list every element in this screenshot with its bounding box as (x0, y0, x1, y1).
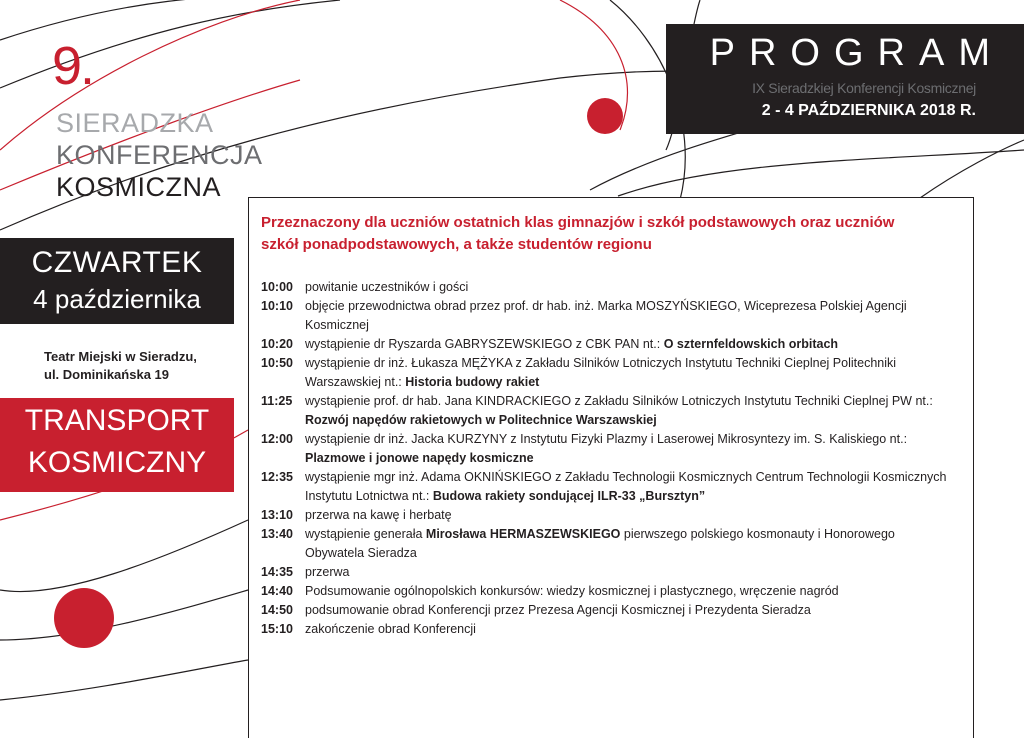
logo-line-2: KONFERENCJA (56, 140, 263, 170)
schedule-description (305, 449, 961, 468)
schedule-row (261, 620, 961, 639)
venue-line-2: ul. Dominikańska 19 (44, 367, 169, 382)
audience-note-line-1: Przeznaczony dla uczniów ostatnich klas gimnazjów i szkół podstawowych oraz uczniów (261, 214, 895, 231)
schedule-time (261, 487, 305, 506)
schedule-description: wystąpienie dr inż. Jacka KURZYNY z Instytutu Fizyki Plazmy i Laserowej Mikrosyntezy im. S. Kaliskiego nt.: (305, 432, 908, 446)
schedule-row (261, 506, 961, 525)
program-subtitle: IX Sieradzkiej Konferencji Kosmicznej (752, 80, 976, 96)
schedule-time: 12:00 (261, 432, 293, 446)
schedule-row (261, 297, 961, 335)
logo-line-3: KOSMICZNA (56, 172, 222, 202)
schedule-talk-title: Historia budowy rakiet (405, 375, 540, 389)
schedule-time: 10:20 (261, 337, 293, 351)
schedule-description: wystąpienie prof. dr hab. Jana KINDRACKIEGO z Zakładu Silników Lotniczych Instytutu Techniki Cieplnej PW nt.: (305, 394, 933, 408)
topic-line-2: KOSMICZNY (27, 446, 207, 479)
conference-logo (52, 36, 263, 206)
schedule-row (261, 468, 961, 487)
schedule-list (261, 278, 961, 639)
red-planet-bottom (54, 588, 114, 648)
schedule-row (261, 411, 961, 430)
schedule-row (261, 487, 961, 506)
schedule-time (261, 449, 305, 468)
schedule-talk-title: Plazmowe i jonowe napędy kosmiczne (305, 451, 534, 465)
schedule-row (261, 373, 961, 392)
schedule-talk-title: O szternfeldowskich orbitach (663, 337, 839, 351)
schedule-time: 14:35 (261, 565, 293, 579)
schedule-row (261, 335, 961, 354)
schedule-description: Warszawskiej nt.: Historia budowy rakiet (305, 375, 540, 389)
schedule-time: 11:25 (261, 394, 293, 408)
schedule-description: Obywatela Sieradza (305, 546, 417, 560)
schedule-row (261, 278, 961, 297)
program-title: PROGRAM (709, 32, 1004, 74)
schedule-talk-title: Rozwój napędów rakietowych w Politechnice Warszawskiej (305, 413, 657, 427)
schedule-row (261, 544, 961, 563)
schedule-talk-title: Budowa rakiety sondującej ILR-33 „Bursztyn” (432, 489, 706, 503)
schedule-description: Podsumowanie ogólnopolskich konkursów: wiedzy kosmicznej i plastycznego, wręczenie nagród (305, 584, 839, 598)
audience-note-line-2: szkół ponadpodstawowych, a także studentów regionu (261, 236, 652, 253)
schedule-row (261, 582, 961, 601)
schedule-time (261, 373, 305, 392)
schedule-description: wystąpienie generała Mirosława HERMASZEWSKIEGO pierwszego polskiego kosmonauty i Honorowego (305, 527, 895, 541)
topic-line-1: TRANSPORT (24, 404, 210, 437)
schedule-time: 12:35 (261, 470, 293, 484)
schedule-row (261, 392, 961, 411)
day-date: 4 października (33, 284, 201, 314)
schedule-talk-title: Mirosława HERMASZEWSKIEGO (425, 527, 621, 541)
venue-line-1: Teatr Miejski w Sieradzu, (44, 349, 197, 364)
schedule-description (305, 411, 961, 430)
schedule-description: powitanie uczestników i gości (305, 280, 469, 294)
schedule-description: zakończenie obrad Konferencji (305, 622, 476, 636)
schedule-time: 10:10 (261, 299, 293, 313)
schedule-row (261, 601, 961, 620)
schedule-row (261, 563, 961, 582)
schedule-row (261, 449, 961, 468)
schedule-time: 10:00 (261, 280, 293, 294)
schedule-time: 14:40 (261, 584, 293, 598)
schedule-time: 13:40 (261, 527, 293, 541)
red-planet-top (587, 98, 623, 134)
audience-note (261, 212, 941, 256)
schedule-description: przerwa na kawę i herbatę (305, 508, 452, 522)
program-dates: 2 - 4 PAŹDZIERNIKA 2018 R. (761, 102, 976, 119)
program-header (666, 24, 1024, 134)
venue (44, 348, 224, 384)
schedule-description: wystąpienie dr inż. Łukasza MĘŻYKA z Zakładu Silników Lotniczych Instytutu Techniki Cieplnej Politechniki (305, 356, 897, 370)
schedule-row (261, 354, 961, 373)
schedule-time: 15:10 (261, 622, 293, 636)
schedule-description: objęcie przewodnictwa obrad przez prof. dr hab. inż. Marka MOSZYŃSKIEGO, Wiceprezesa Polskiej Agencji Kosmicznej (305, 299, 907, 332)
schedule-description: Instytutu Lotnictwa nt.: Budowa rakiety sondującej ILR-33 „Bursztyn” (305, 489, 706, 503)
day-panel (0, 238, 234, 324)
schedule-description: wystąpienie dr Ryszarda GABRYSZEWSKIEGO z CBK PAN nt.: O szternfeldowskich orbitach (305, 337, 839, 351)
schedule-panel (248, 197, 974, 738)
logo-number: 9. (52, 36, 94, 96)
day-name: CZWARTEK (31, 246, 203, 279)
schedule-time (261, 411, 305, 430)
schedule-description: podsumowanie obrad Konferencji przez Prezesa Agencji Kosmicznej i Prezydenta Sieradza (305, 603, 811, 617)
schedule-description: wystąpienie mgr inż. Adama OKNIŃSKIEGO z Zakładu Technologii Kosmicznych Centrum Technologii Kosmicznych (305, 470, 947, 484)
logo-line-1: SIERADZKA (56, 108, 214, 138)
schedule-time: 10:50 (261, 356, 293, 370)
schedule-row (261, 525, 961, 544)
schedule-row (261, 430, 961, 449)
schedule-time: 14:50 (261, 603, 293, 617)
schedule-description: przerwa (305, 565, 350, 579)
topic-panel (0, 398, 234, 492)
schedule-time (261, 544, 305, 563)
schedule-time: 13:10 (261, 508, 293, 522)
